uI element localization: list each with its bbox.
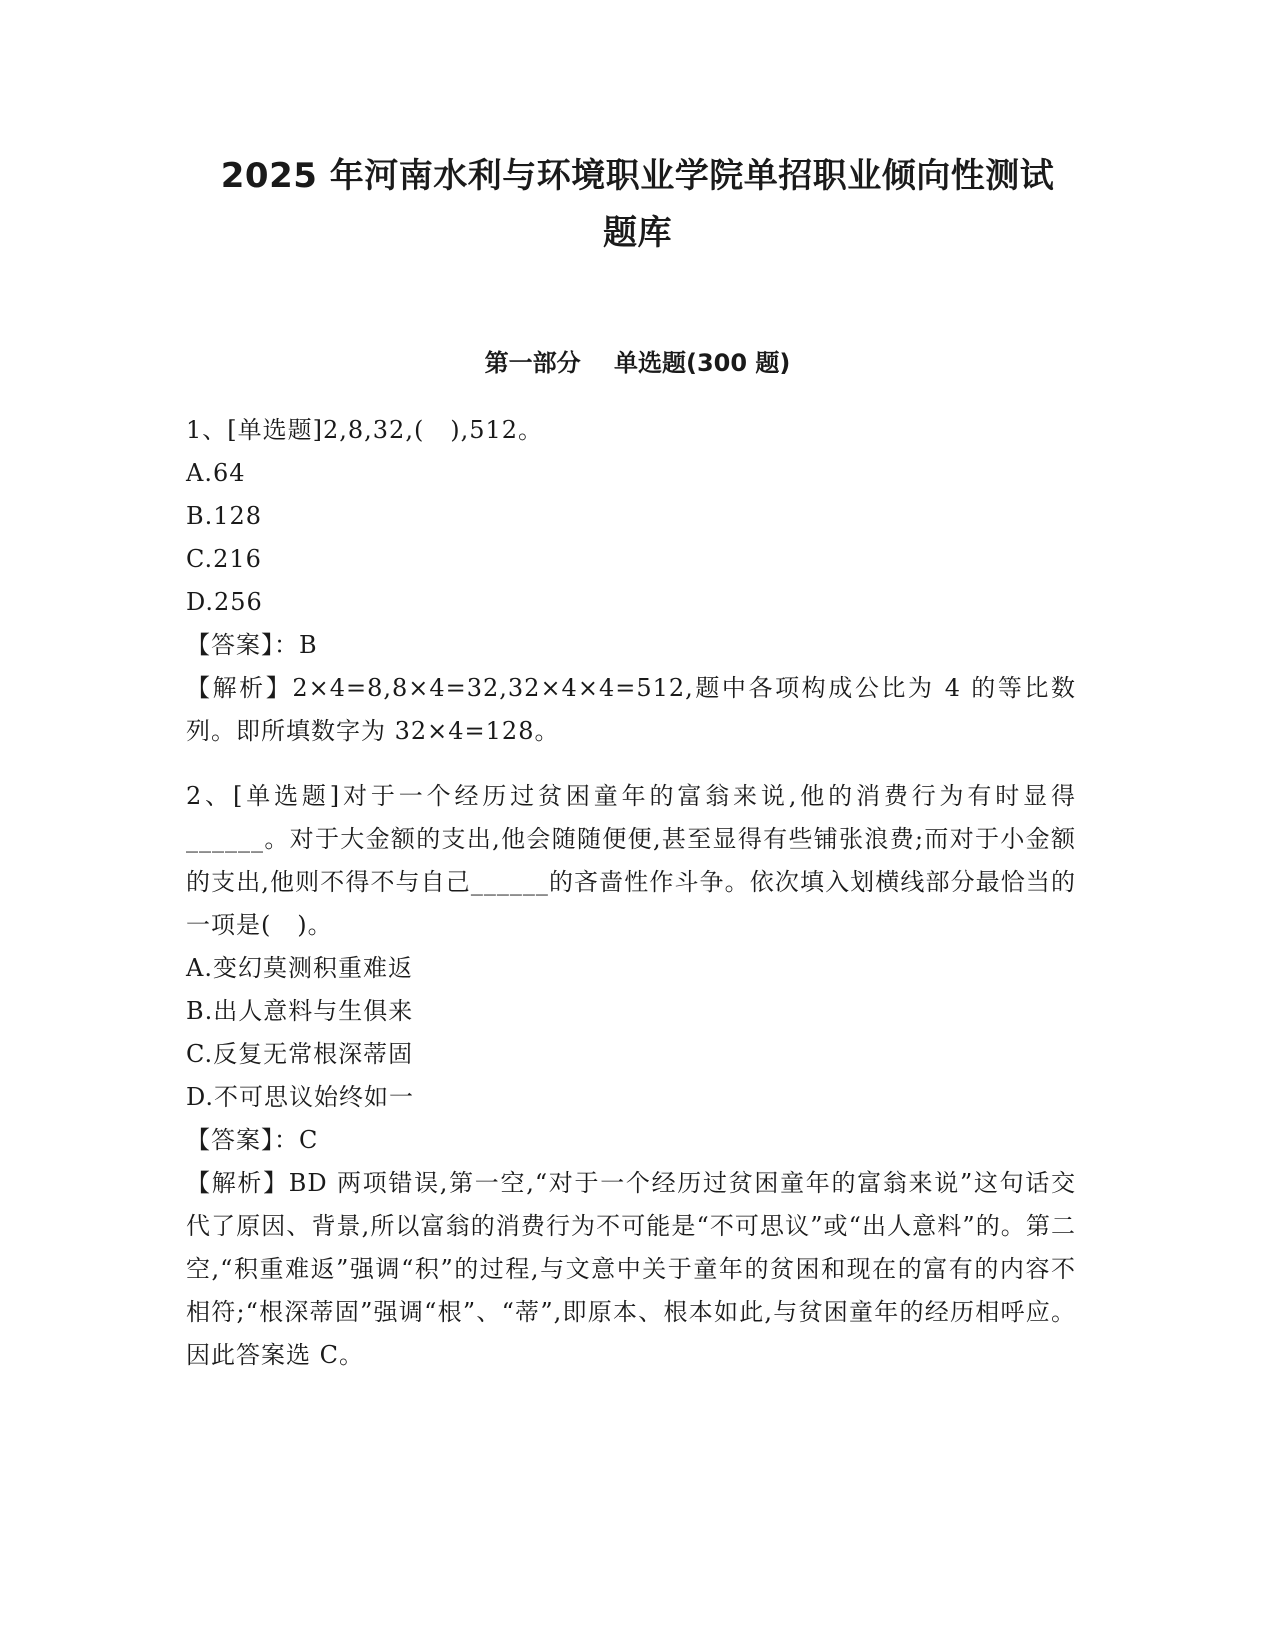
option-a: A.变幻莫测积重难返 — [186, 954, 413, 982]
analysis-paragraph — [186, 1162, 1076, 1377]
document-title — [150, 148, 1125, 262]
question-stem: 1、[单选题]2,8,32,( ),512。 — [186, 416, 544, 444]
option-d: D.不可思议始终如一 — [186, 1083, 415, 1111]
question-list — [186, 409, 1076, 1377]
option-c: C.216 — [186, 545, 262, 573]
section-title: 第一部分 单选题(300 题) — [484, 349, 791, 377]
answer-value: B — [299, 631, 318, 659]
answer-line — [186, 1119, 1076, 1162]
analysis-text: BD 两项错误,第一空,“对于一个经历过贫困童年的富翁来说”这句话交代了原因、背景,所以富翁的消费行为不可能是“不可思议”或“出人意料”的。第二空,“积重难返”强调“积”的过程,与文意中关于童年的贫困和现在的富有的内容不相符;“根深蒂固”强调“根”、“蒂”,即原本、根本如此,与贫困童年的经历相呼应。因此答案选 C。 — [186, 1169, 1077, 1369]
option-d: D.256 — [186, 588, 263, 616]
document-title-line-1: 2025 年河南水利与环境职业学院单招职业倾向性测试 — [220, 156, 1055, 196]
option-c: C.反复无常根深蒂固 — [186, 1040, 414, 1068]
answer-label: 【答案】： — [186, 1126, 299, 1154]
analysis-label: 【解析】 — [186, 1169, 289, 1197]
document-title-line-2: 题库 — [603, 213, 672, 253]
answer-label: 【答案】： — [186, 631, 299, 659]
answer-line — [186, 624, 1076, 667]
question-block — [186, 409, 1076, 753]
question-block — [186, 775, 1076, 1377]
answer-value: C — [299, 1126, 319, 1154]
option-b: B.出人意料与生俱来 — [186, 997, 414, 1025]
analysis-paragraph — [186, 667, 1076, 753]
question-spacer — [186, 753, 1076, 775]
analysis-label: 【解析】 — [186, 674, 293, 702]
option-a: A.64 — [186, 459, 246, 487]
option-b: B.128 — [186, 502, 263, 530]
question-stem: 2、[单选题]对于一个经历过贫困童年的富翁来说,他的消费行为有时显得______。对于大金额的支出,他会随随便便,甚至显得有些铺张浪费;而对于小金额的支出,他则不得不与自己______的吝啬性作斗争。依次填入划横线部分最恰当的一项是( )。 — [186, 782, 1076, 939]
analysis-text: 2×4=8,8×4=32,32×4×4=512,题中各项构成公比为 4 的等比数列。即所填数字为 32×4=128。 — [186, 674, 1077, 745]
